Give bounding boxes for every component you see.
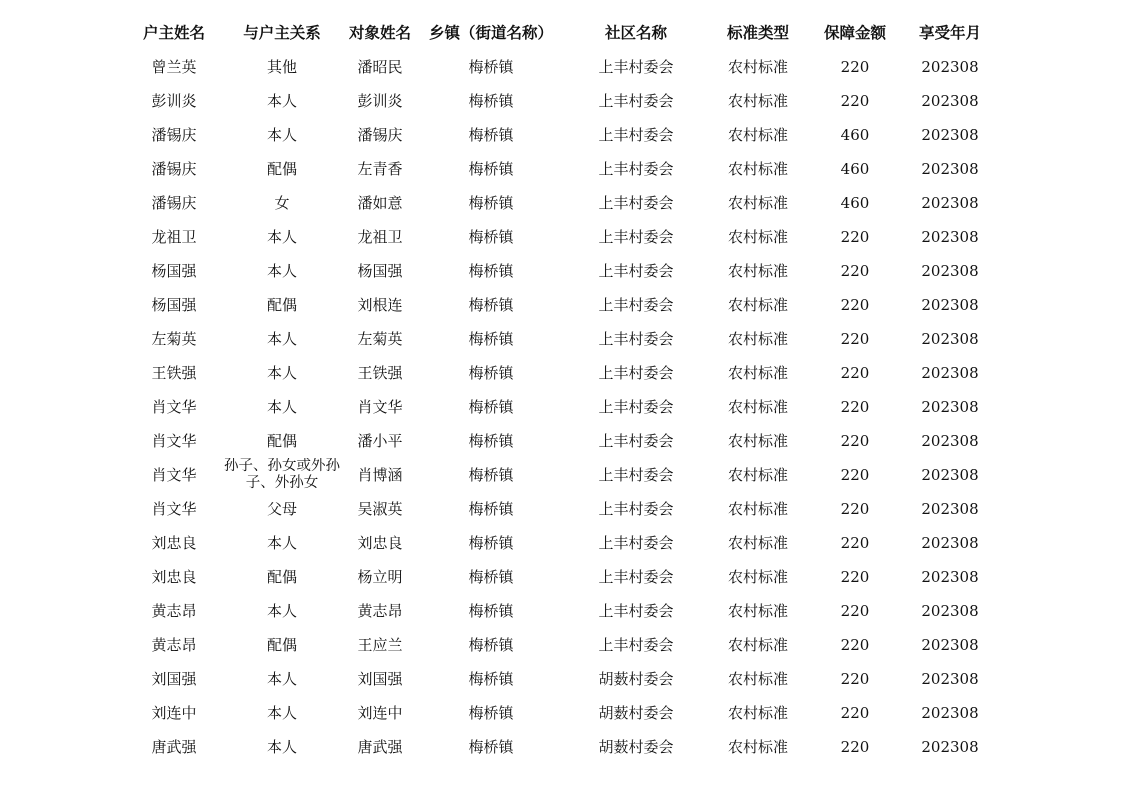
cell-year-month: 202308 <box>921 194 979 212</box>
cell-amount: 220 <box>840 670 870 688</box>
cell-standard-type: 农村标准 <box>727 534 788 552</box>
cell-relationship: 本人 <box>266 92 297 110</box>
cell-community: 上丰村委会 <box>598 194 674 212</box>
table-row <box>0 696 1122 730</box>
cell-household-head-name: 潘锡庆 <box>151 160 197 178</box>
cell-household-head-name: 潘锡庆 <box>151 194 197 212</box>
cell-amount: 220 <box>840 466 870 484</box>
cell-household-head-name: 肖文华 <box>151 398 197 416</box>
header-standard-type: 标准类型 <box>726 24 789 42</box>
cell-recipient-name: 刘国强 <box>357 670 403 688</box>
cell-township: 梅桥镇 <box>468 126 514 144</box>
cell-community: 上丰村委会 <box>598 330 674 348</box>
cell-recipient-name: 肖博涵 <box>357 466 403 484</box>
cell-standard-type: 农村标准 <box>727 432 788 450</box>
cell-township: 梅桥镇 <box>468 704 514 722</box>
cell-township: 梅桥镇 <box>468 92 514 110</box>
cell-household-head-name: 肖文华 <box>151 432 197 450</box>
cell-township: 梅桥镇 <box>468 534 514 552</box>
cell-recipient-name: 黄志昂 <box>357 602 403 620</box>
table-row <box>0 594 1122 628</box>
table-row <box>0 322 1122 356</box>
cell-household-head-name: 肖文华 <box>151 500 197 518</box>
cell-township: 梅桥镇 <box>468 636 514 654</box>
header-relationship: 与户主关系 <box>243 24 321 42</box>
cell-recipient-name: 杨立明 <box>357 568 403 586</box>
cell-standard-type: 农村标准 <box>727 704 788 722</box>
table-row <box>0 220 1122 254</box>
cell-township: 梅桥镇 <box>468 466 514 484</box>
cell-year-month: 202308 <box>921 58 979 76</box>
cell-household-head-name: 刘忠良 <box>151 534 197 552</box>
cell-year-month: 202308 <box>921 126 979 144</box>
cell-standard-type: 农村标准 <box>727 500 788 518</box>
cell-relationship: 其他 <box>266 58 297 76</box>
table-body <box>0 50 1122 764</box>
cell-relationship: 配偶 <box>266 160 297 178</box>
cell-year-month: 202308 <box>921 738 979 756</box>
cell-relationship: 本人 <box>266 228 297 246</box>
cell-amount: 220 <box>840 738 870 756</box>
header-amount: 保障金额 <box>823 24 886 42</box>
table-header-row <box>0 16 1122 50</box>
cell-recipient-name: 肖文华 <box>357 398 403 416</box>
cell-township: 梅桥镇 <box>468 194 514 212</box>
header-township: 乡镇（街道名称） <box>428 24 553 42</box>
cell-amount: 220 <box>840 636 870 654</box>
cell-recipient-name: 王应兰 <box>357 636 403 654</box>
cell-township: 梅桥镇 <box>468 58 514 76</box>
cell-township: 梅桥镇 <box>468 296 514 314</box>
cell-year-month: 202308 <box>921 534 979 552</box>
cell-relationship: 本人 <box>266 738 297 756</box>
cell-amount: 220 <box>840 500 870 518</box>
cell-township: 梅桥镇 <box>468 568 514 586</box>
cell-township: 梅桥镇 <box>468 262 514 280</box>
cell-relationship: 本人 <box>266 364 297 382</box>
cell-township: 梅桥镇 <box>468 500 514 518</box>
table-row <box>0 254 1122 288</box>
cell-recipient-name: 吴淑英 <box>357 500 403 518</box>
cell-relationship: 本人 <box>266 330 297 348</box>
cell-household-head-name: 黄志昂 <box>151 636 197 654</box>
cell-recipient-name: 王铁强 <box>357 364 403 382</box>
cell-community: 上丰村委会 <box>598 364 674 382</box>
cell-standard-type: 农村标准 <box>727 194 788 212</box>
cell-community: 上丰村委会 <box>598 92 674 110</box>
cell-township: 梅桥镇 <box>468 602 514 620</box>
cell-standard-type: 农村标准 <box>727 296 788 314</box>
cell-standard-type: 农村标准 <box>727 602 788 620</box>
cell-amount: 220 <box>840 602 870 620</box>
cell-household-head-name: 肖文华 <box>151 466 197 484</box>
cell-relationship: 配偶 <box>266 296 297 314</box>
cell-relationship: 本人 <box>266 704 297 722</box>
cell-township: 梅桥镇 <box>468 364 514 382</box>
cell-standard-type: 农村标准 <box>727 636 788 654</box>
cell-recipient-name: 刘忠良 <box>357 534 403 552</box>
cell-relationship: 本人 <box>266 126 297 144</box>
cell-standard-type: 农村标准 <box>727 738 788 756</box>
cell-amount: 220 <box>840 432 870 450</box>
cell-community: 上丰村委会 <box>598 262 674 280</box>
cell-recipient-name: 潘如意 <box>357 194 403 212</box>
cell-relationship: 配偶 <box>266 568 297 586</box>
cell-amount: 220 <box>840 296 870 314</box>
table-row <box>0 628 1122 662</box>
cell-relationship: 父母 <box>266 500 297 518</box>
cell-household-head-name: 王铁强 <box>151 364 197 382</box>
cell-relationship: 本人 <box>266 262 297 280</box>
cell-relationship: 配偶 <box>266 432 297 450</box>
cell-household-head-name: 左菊英 <box>151 330 197 348</box>
cell-recipient-name: 刘根连 <box>357 296 403 314</box>
table-row <box>0 186 1122 220</box>
header-year-month: 享受年月 <box>918 24 981 42</box>
cell-year-month: 202308 <box>921 262 979 280</box>
cell-standard-type: 农村标准 <box>727 466 788 484</box>
cell-community: 胡薮村委会 <box>598 738 674 756</box>
cell-year-month: 202308 <box>921 296 979 314</box>
cell-household-head-name: 潘锡庆 <box>151 126 197 144</box>
cell-relationship: 孙子、孙女或外孙子、外孙女 <box>224 458 340 491</box>
cell-community: 上丰村委会 <box>598 126 674 144</box>
cell-amount: 460 <box>840 194 870 212</box>
cell-relationship: 本人 <box>266 670 297 688</box>
table-row <box>0 424 1122 458</box>
table-row <box>0 50 1122 84</box>
cell-township: 梅桥镇 <box>468 738 514 756</box>
table-row <box>0 356 1122 390</box>
cell-amount: 220 <box>840 58 870 76</box>
cell-year-month: 202308 <box>921 704 979 722</box>
cell-amount: 220 <box>840 534 870 552</box>
cell-household-head-name: 曾兰英 <box>151 58 197 76</box>
cell-year-month: 202308 <box>921 228 979 246</box>
cell-township: 梅桥镇 <box>468 228 514 246</box>
cell-household-head-name: 刘国强 <box>151 670 197 688</box>
cell-community: 胡薮村委会 <box>598 670 674 688</box>
cell-year-month: 202308 <box>921 398 979 416</box>
table-row <box>0 288 1122 322</box>
cell-standard-type: 农村标准 <box>727 568 788 586</box>
cell-amount: 220 <box>840 262 870 280</box>
table-row <box>0 84 1122 118</box>
cell-community: 上丰村委会 <box>598 602 674 620</box>
cell-community: 上丰村委会 <box>598 500 674 518</box>
cell-standard-type: 农村标准 <box>727 670 788 688</box>
cell-household-head-name: 杨国强 <box>151 262 197 280</box>
cell-relationship: 配偶 <box>266 636 297 654</box>
cell-township: 梅桥镇 <box>468 432 514 450</box>
cell-standard-type: 农村标准 <box>727 262 788 280</box>
cell-year-month: 202308 <box>921 160 979 178</box>
cell-community: 胡薮村委会 <box>598 704 674 722</box>
cell-community: 上丰村委会 <box>598 636 674 654</box>
cell-amount: 460 <box>840 160 870 178</box>
header-recipient-name: 对象姓名 <box>348 24 411 42</box>
cell-household-head-name: 唐武强 <box>151 738 197 756</box>
cell-standard-type: 农村标准 <box>727 364 788 382</box>
cell-recipient-name: 潘昭民 <box>357 58 403 76</box>
cell-relationship: 本人 <box>266 602 297 620</box>
table-row <box>0 152 1122 186</box>
cell-recipient-name: 刘连中 <box>357 704 403 722</box>
cell-amount: 220 <box>840 704 870 722</box>
cell-household-head-name: 刘连中 <box>151 704 197 722</box>
cell-recipient-name: 唐武强 <box>357 738 403 756</box>
cell-recipient-name: 潘小平 <box>357 432 403 450</box>
cell-community: 上丰村委会 <box>598 296 674 314</box>
cell-amount: 220 <box>840 568 870 586</box>
cell-community: 上丰村委会 <box>598 58 674 76</box>
cell-year-month: 202308 <box>921 330 979 348</box>
cell-recipient-name: 左青香 <box>357 160 403 178</box>
cell-recipient-name: 龙祖卫 <box>357 228 403 246</box>
cell-standard-type: 农村标准 <box>727 58 788 76</box>
cell-household-head-name: 龙祖卫 <box>151 228 197 246</box>
cell-household-head-name: 杨国强 <box>151 296 197 314</box>
cell-township: 梅桥镇 <box>468 330 514 348</box>
cell-year-month: 202308 <box>921 568 979 586</box>
cell-year-month: 202308 <box>921 670 979 688</box>
table-row <box>0 492 1122 526</box>
cell-amount: 220 <box>840 92 870 110</box>
cell-community: 上丰村委会 <box>598 568 674 586</box>
header-household-head-name: 户主姓名 <box>142 24 205 42</box>
cell-year-month: 202308 <box>921 364 979 382</box>
cell-community: 上丰村委会 <box>598 160 674 178</box>
table-row <box>0 662 1122 696</box>
table-row <box>0 390 1122 424</box>
cell-township: 梅桥镇 <box>468 398 514 416</box>
cell-standard-type: 农村标准 <box>727 330 788 348</box>
cell-amount: 220 <box>840 330 870 348</box>
cell-relationship: 女 <box>274 194 290 212</box>
cell-relationship: 本人 <box>266 398 297 416</box>
cell-household-head-name: 彭训炎 <box>151 92 197 110</box>
cell-community: 上丰村委会 <box>598 466 674 484</box>
table-row <box>0 526 1122 560</box>
cell-recipient-name: 潘锡庆 <box>357 126 403 144</box>
cell-year-month: 202308 <box>921 466 979 484</box>
cell-standard-type: 农村标准 <box>727 92 788 110</box>
cell-year-month: 202308 <box>921 500 979 518</box>
cell-recipient-name: 杨国强 <box>357 262 403 280</box>
table-row <box>0 118 1122 152</box>
data-table <box>0 16 1122 764</box>
cell-community: 上丰村委会 <box>598 228 674 246</box>
cell-household-head-name: 刘忠良 <box>151 568 197 586</box>
cell-township: 梅桥镇 <box>468 670 514 688</box>
cell-community: 上丰村委会 <box>598 398 674 416</box>
cell-year-month: 202308 <box>921 636 979 654</box>
cell-standard-type: 农村标准 <box>727 228 788 246</box>
cell-relationship: 本人 <box>266 534 297 552</box>
header-community: 社区名称 <box>604 24 667 42</box>
cell-year-month: 202308 <box>921 602 979 620</box>
cell-year-month: 202308 <box>921 92 979 110</box>
cell-standard-type: 农村标准 <box>727 126 788 144</box>
cell-recipient-name: 左菊英 <box>357 330 403 348</box>
cell-community: 上丰村委会 <box>598 534 674 552</box>
table-row <box>0 730 1122 764</box>
cell-community: 上丰村委会 <box>598 432 674 450</box>
cell-township: 梅桥镇 <box>468 160 514 178</box>
table-row <box>0 560 1122 594</box>
cell-standard-type: 农村标准 <box>727 398 788 416</box>
cell-standard-type: 农村标准 <box>727 160 788 178</box>
cell-amount: 220 <box>840 228 870 246</box>
cell-amount: 220 <box>840 398 870 416</box>
table-row <box>0 458 1122 492</box>
cell-recipient-name: 彭训炎 <box>357 92 403 110</box>
cell-amount: 460 <box>840 126 870 144</box>
cell-amount: 220 <box>840 364 870 382</box>
cell-household-head-name: 黄志昂 <box>151 602 197 620</box>
cell-year-month: 202308 <box>921 432 979 450</box>
